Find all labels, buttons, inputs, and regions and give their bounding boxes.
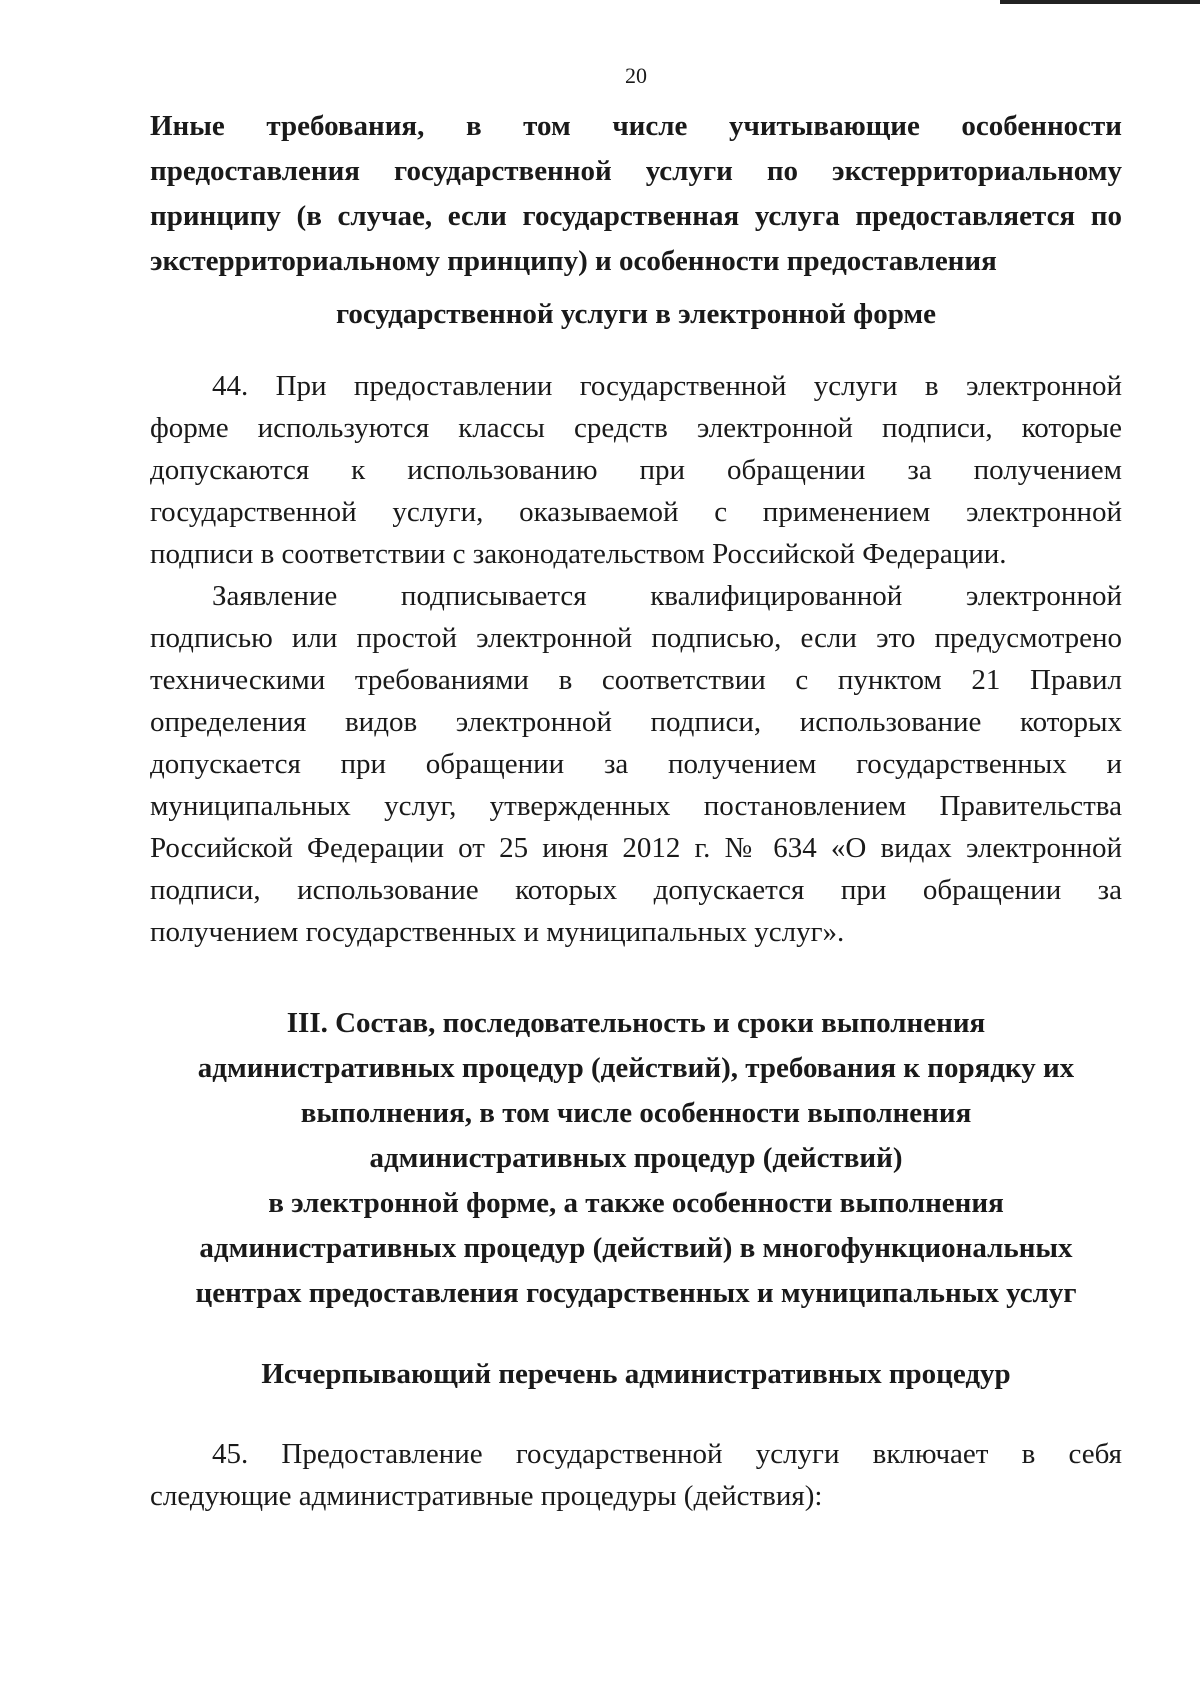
heading-line: Иные требования, в том числе учитывающие особенности [150,110,1122,142]
heading-line: в электронной форме, а также особенности выполнения [268,1187,1004,1219]
paragraph-line: 45. Предоставление государственной услуги включает в себя [212,1438,1122,1470]
top-edge-rule [1000,0,1200,4]
paragraph-line: государственной услуги, оказываемой с применением электронной [150,496,1122,528]
heading-other-requirements [150,104,1122,337]
paragraph-line: допускаются к использованию при обращении за получением [150,454,1122,486]
paragraph-line: подписью или простой электронной подписью, если это предусмотрено [150,622,1122,654]
paragraph-line: техническими требованиями в соответствии с пунктом 21 Правил [150,664,1122,696]
heading-line: экстерриториальному принципу) и особенности предоставления [150,245,997,277]
heading-line: принципу (в случае, если государственная услуга предоставляется по [150,200,1122,232]
paragraph-line: Российской Федерации от 25 июня 2012 г. № 634 «О видах электронной [150,832,1122,864]
paragraph-45 [150,1433,1122,1517]
heading-line: центрах предоставления государственных и муниципальных услуг [195,1277,1077,1309]
paragraph-line: 44. При предоставлении государственной услуги в электронной [212,370,1122,402]
paragraph-line: форме используются классы средств электронной подписи, которые [150,412,1122,444]
page-number: 20 [625,63,647,88]
heading-line: административных процедур (действий), требования к порядку их [197,1052,1075,1084]
paragraph-line: подписи в соответствии с законодательством Российской Федерации. [150,538,1007,570]
paragraph-44 [150,365,1122,575]
paragraph-line: муниципальных услуг, утвержденных постановлением Правительства [150,790,1122,822]
heading-line: государственной услуги в электронной форме [335,298,937,330]
paragraph-line: определения видов электронной подписи, использование которых [150,706,1122,738]
heading-line: предоставления государственной услуги по экстерриториальному [150,155,1122,187]
heading-line: административных процедур (действий) в многофункциональных [199,1232,1073,1264]
paragraph-line: получением государственных и муниципальных услуг». [150,916,845,948]
paragraph-line: следующие административные процедуры (действия): [150,1480,823,1512]
paragraph-line: подписи, использование которых допускается при обращении за [150,874,1122,906]
section-3-heading [150,1001,1122,1316]
heading-line: III. Состав, последовательность и сроки выполнения [286,1007,986,1039]
paragraph-statement [150,575,1122,953]
paragraph-line: допускается при обращении за получением государственных и [150,748,1122,780]
sub-heading-procedures: Исчерпывающий перечень административных процедур [261,1358,1011,1390]
paragraph-line: Заявление подписывается квалифицированной электронной [212,580,1122,612]
heading-line: административных процедур (действий) [369,1142,903,1174]
document-page [150,60,1122,1517]
heading-line: выполнения, в том числе особенности выполнения [300,1097,972,1129]
